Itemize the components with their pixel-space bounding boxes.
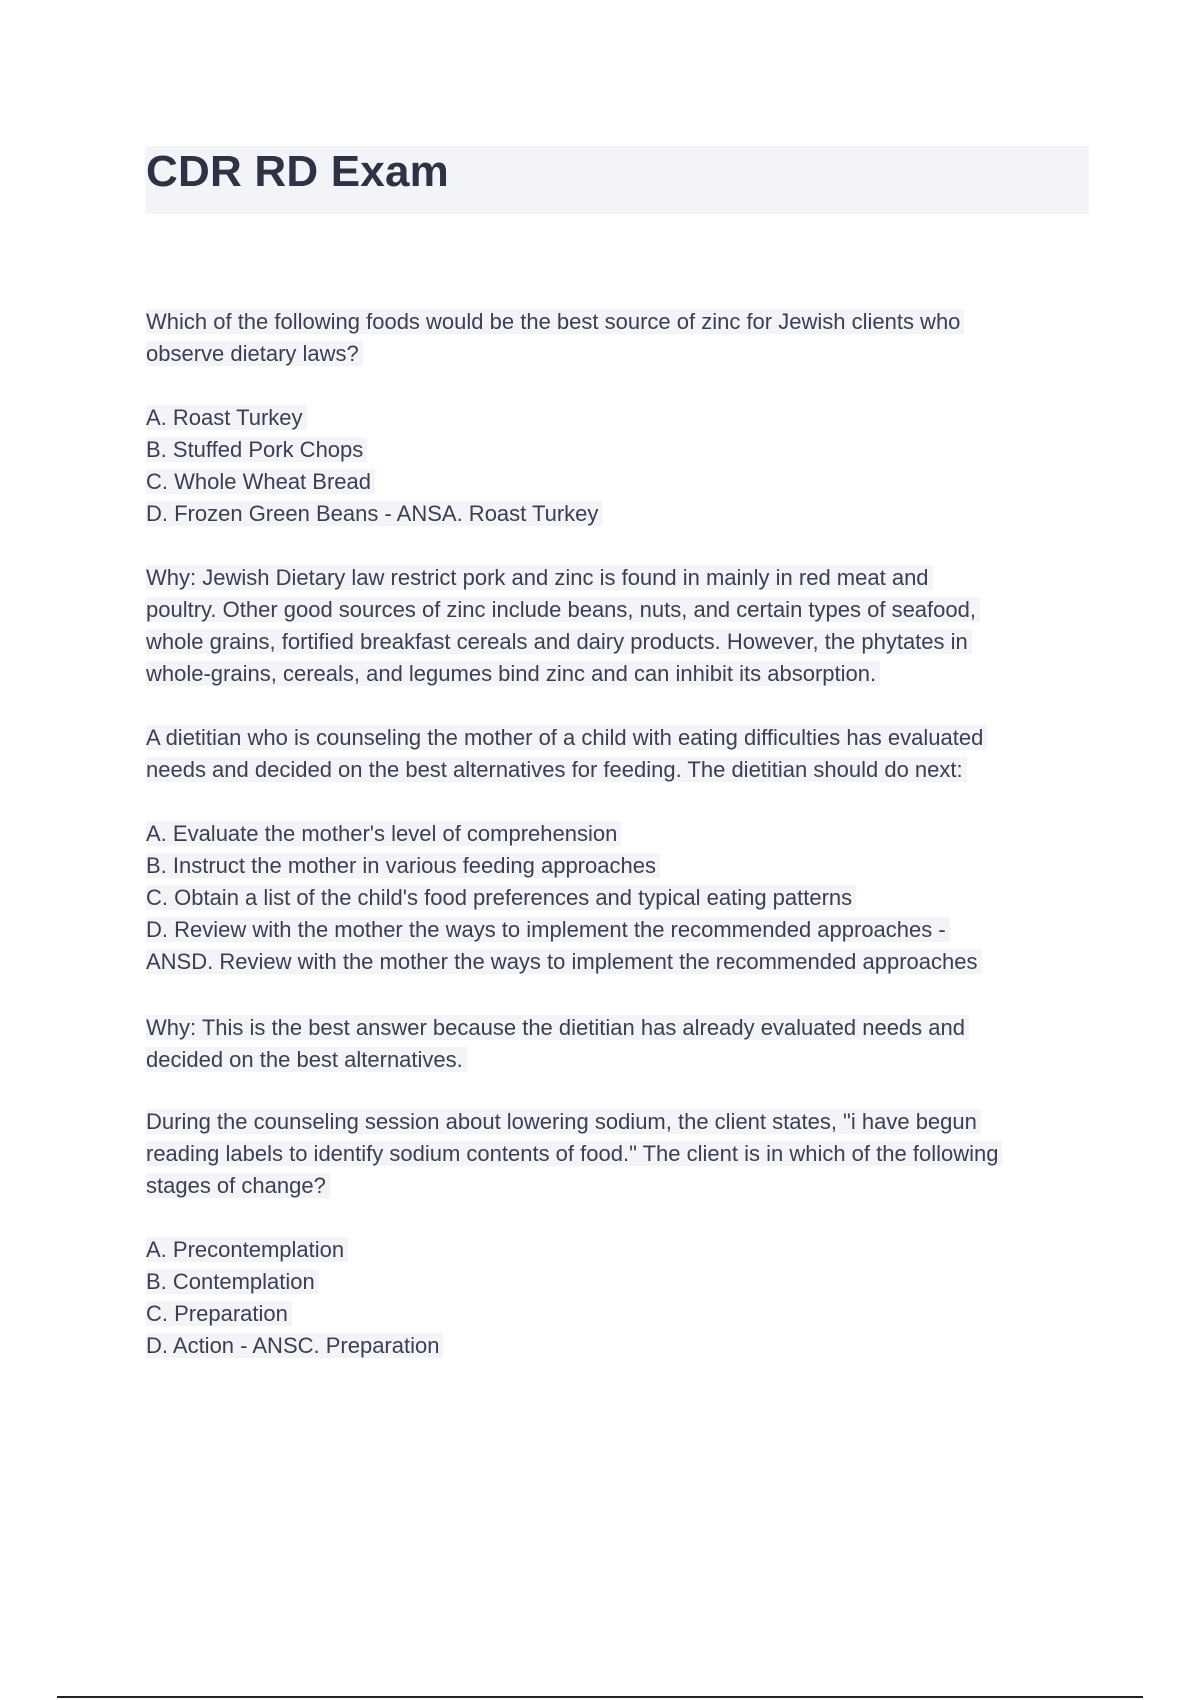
option-item: B. Instruct the mother in various feeding approaches [146,853,660,878]
question-2-line: needs and decided on the best alternatives for feeding. The dietitian should do next: [146,757,967,782]
question-1-text [146,306,1086,370]
question-3-options [146,1234,1086,1362]
option-item: B. Stuffed Pork Chops [146,437,367,462]
question-1-line: Which of the following foods would be the best source of zinc for Jewish clients who [146,309,964,334]
option-item: D. Review with the mother the ways to implement the recommended approaches - [146,917,950,942]
option-item-answer: D. Frozen Green Beans - ANSA. Roast Turkey [146,501,602,526]
question-2-options [146,818,1086,978]
option-item: C. Obtain a list of the child's food preferences and typical eating patterns [146,885,856,910]
option-item-answer: D. Action - ANSC. Preparation [146,1333,443,1358]
question-3-line: During the counseling session about lowering sodium, the client states, "i have begun [146,1109,981,1134]
explanation-line: Why: This is the best answer because the dietitian has already evaluated needs and [146,1015,969,1040]
explanation-line: Why: Jewish Dietary law restrict pork and zinc is found in mainly in red meat and [146,565,933,590]
question-2-text [146,722,1086,786]
page-title: CDR RD Exam [146,147,449,196]
question-1-explanation [146,562,1086,690]
option-item: A. Roast Turkey [146,405,307,430]
option-item: C. Preparation [146,1301,292,1326]
footer-divider [57,1696,1143,1698]
explanation-line: whole-grains, cereals, and legumes bind zinc and can inhibit its absorption. [146,661,880,686]
explanation-line: whole grains, fortified breakfast cereals and dairy products. However, the phytates in [146,629,972,654]
explanation-line: poultry. Other good sources of zinc include beans, nuts, and certain types of seafood, [146,597,980,622]
option-item: A. Precontemplation [146,1237,348,1262]
option-item-answer: ANSD. Review with the mother the ways to implement the recommended approaches [146,949,982,974]
question-2-line: A dietitian who is counseling the mother of a child with eating difficulties has evaluated [146,725,987,750]
question-3-text [146,1106,1086,1202]
option-item: A. Evaluate the mother's level of comprehension [146,821,621,846]
question-2-explanation [146,1012,1086,1076]
option-item: B. Contemplation [146,1269,319,1294]
question-1-options [146,402,1086,530]
question-1-line: observe dietary laws? [146,341,363,366]
option-item: C. Whole Wheat Bread [146,469,375,494]
question-3-line: reading labels to identify sodium contents of food." The client is in which of the following [146,1141,1002,1166]
question-3-line: stages of change? [146,1173,330,1198]
explanation-line: decided on the best alternatives. [146,1047,467,1072]
